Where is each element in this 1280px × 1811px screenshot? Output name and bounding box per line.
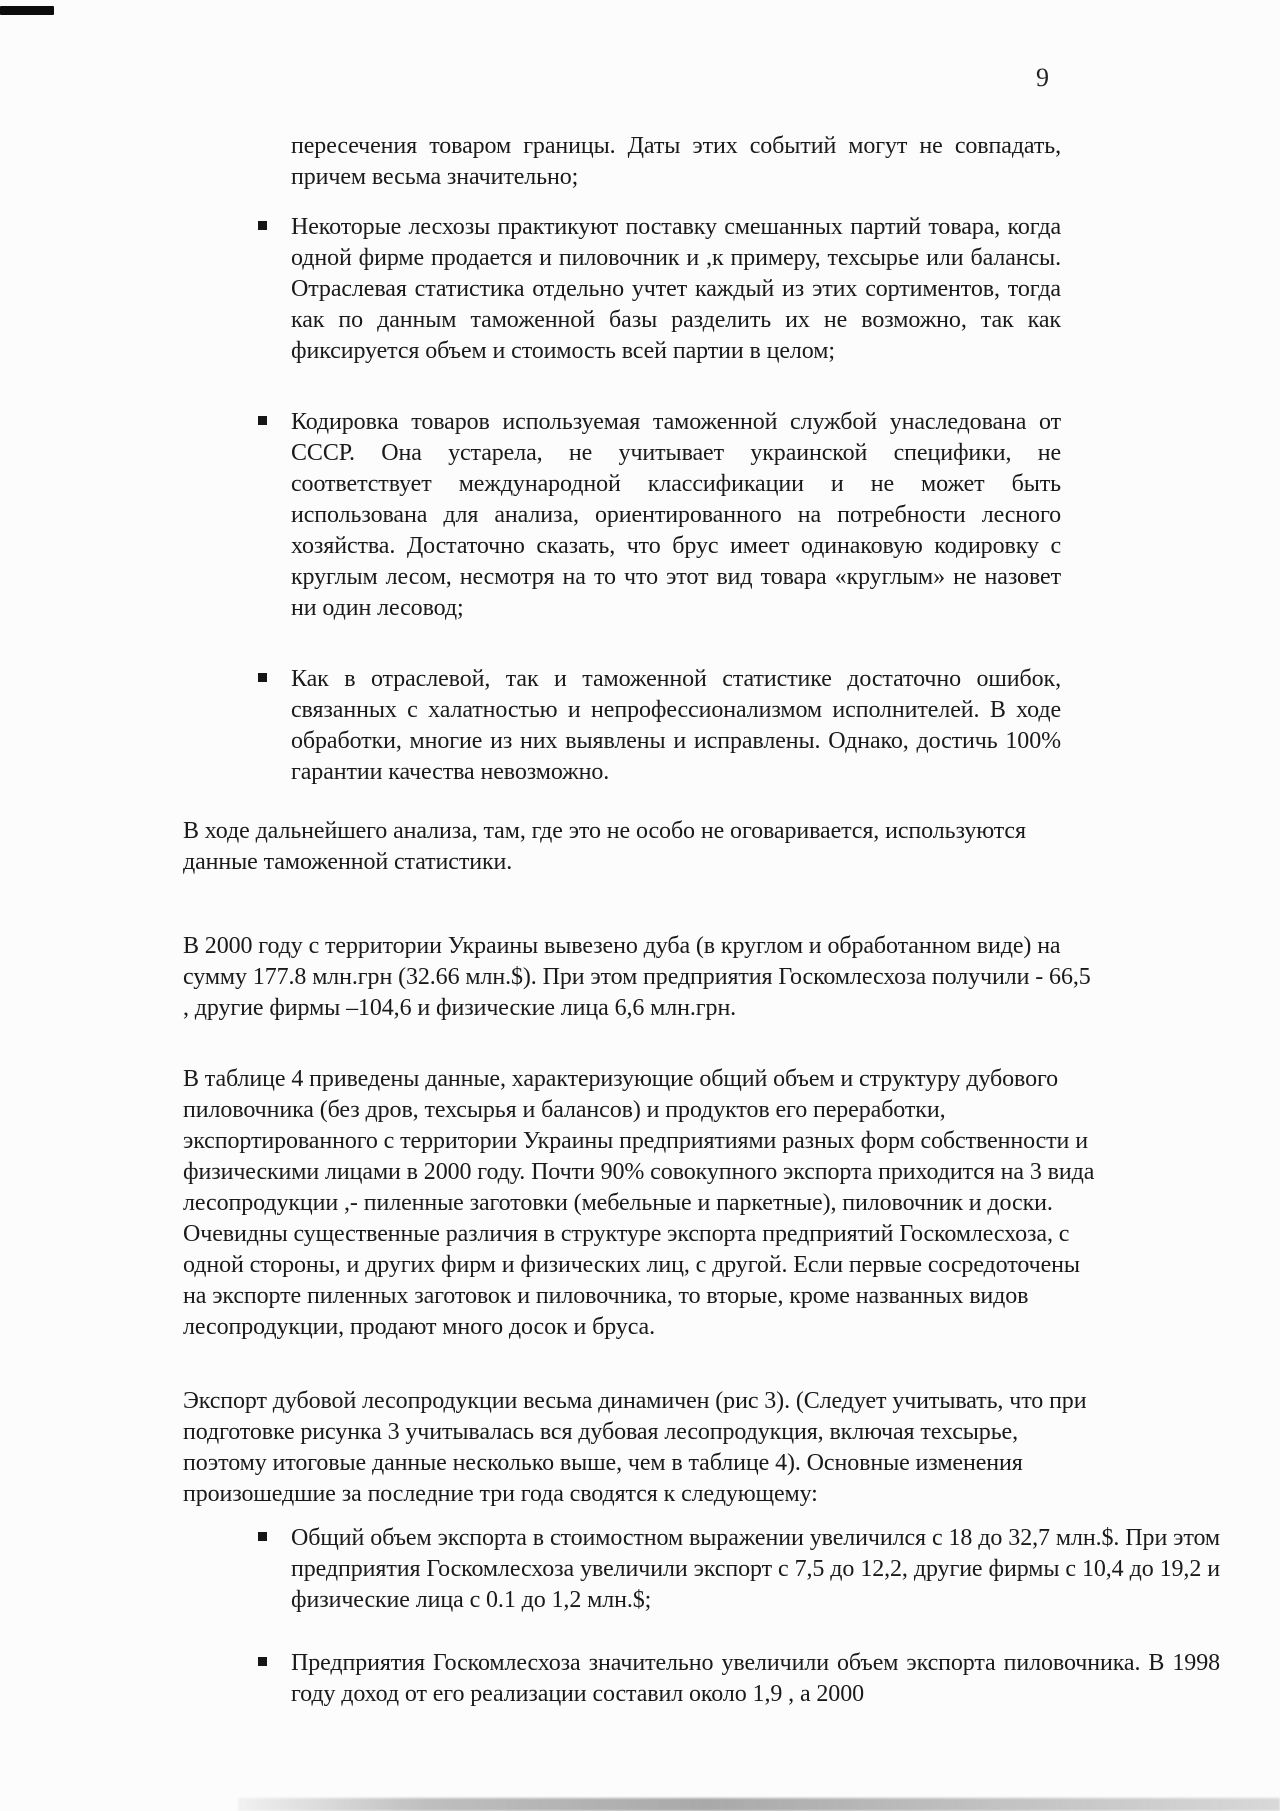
scan-artifact-mark — [0, 6, 54, 15]
bullet-square-icon: ▪ — [258, 673, 267, 682]
bullet-list-bottom — [183, 1523, 1220, 1710]
bullet-square-icon: ▪ — [258, 221, 267, 230]
bullet-list-top — [183, 212, 1097, 788]
bullet-item-export-volume — [258, 1523, 1220, 1616]
bullet-item-statistics-errors — [258, 664, 1061, 788]
bullet-square-icon: ▪ — [258, 416, 267, 425]
bullet-square-icon: ▪ — [258, 1657, 267, 1666]
page-number: 9 — [1036, 63, 1049, 92]
paragraph-continuation: пересечения товаром границы. Даты этих событий могут не совпадать, причем весьма значительно; — [291, 133, 1061, 190]
text-column — [183, 131, 1220, 1710]
paragraph-figure-3: Экспорт дубовой лесопродукции весьма динамичен (рис 3). (Следует учитывать, что при подготовке рисунка 3 учитывалась вся дубовая лесопродукция, включая техсырье, поэтому итоговые данные несколько выше, чем в таблице 4). Основные изменения произошедшие за последние три года сводятся к следующему: — [183, 1388, 1087, 1507]
bullet-text: Кодировка товаров используемая таможенной службой унаследована от СССР. Она устарела, не учитывает украинской специфики, не соответствует международной классификации и не может быть использована для анализа, ориентированного на потребности лесного хозяйства. Достаточно сказать, что брус имеет одинаковую кодировку с круглым лесом, несмотря на то что этот вид товара «круглым» не назовет ни один лесовод; — [291, 409, 1061, 621]
paragraph-export-2000: В 2000 году с территории Украины вывезено дуба (в круглом и обработанном виде) на сумму 177.8 млн.грн (32.66 млн.$). При этом предприятия Госкомлесхоза получили - 66,5 , другие фирмы –104,6 и физические лица 6,6 млн.грн. — [183, 933, 1091, 1021]
bullet-item-goods-coding — [258, 407, 1061, 624]
bullet-text: Общий объем экспорта в стоимостном выражении увеличился с 18 до 32,7 млн.$. При этом предприятия Госкомлесхоза увеличили экспорт с 7,5 до 12,2, другие фирмы с 10,4 до 19,2 и физические лица с 0.1 до 1,2 млн.$; — [291, 1525, 1220, 1613]
bullet-text: Как в отраслевой, так и таможенной статистике достаточно ошибок, связанных с халатностью и непрофессионализмом исполнителей. В ходе обработки, многие из них выявлены и исправлены. Однако, достичь 100% гарантии качества невозможно. — [291, 666, 1061, 785]
scan-edge-shadow — [238, 1798, 1280, 1811]
bullet-square-icon: ▪ — [258, 1532, 267, 1541]
bullet-item-sawlog-export — [258, 1648, 1220, 1710]
bullet-item-mixed-lots — [258, 212, 1061, 367]
paragraph-table-4: В таблице 4 приведены данные, характеризующие общий объем и структуру дубового пиловочника (без дров, техсырья и балансов) и продуктов его переработки, экспортированного с территории Украины предприятиями разных форм собственности и физическими лицами в 2000 году. Почти 90% совокупного экспорта приходится на 3 вида лесопродукции ,- пиленные заготовки (мебельные и паркетные), пиловочник и доски. Очевидны существенные различия в структуре экспорта предприятий Госкомлесхоза, с одной стороны, и других фирм и физических лиц, с другой. Если первые сосредоточены на экспорте пиленных заготовок и пиловочника, то вторые, кроме названных видов лесопродукции, продают много досок и бруса. — [183, 1066, 1095, 1340]
bullet-text: Некоторые лесхозы практикуют поставку смешанных партий товара, когда одной фирме продается и пиловочник и ,к примеру, техсырье или балансы. Отраслевая статистика отдельно учтет каждый из этих сортиментов, тогда как по данным таможенной базы разделить их не возможно, так как фиксируется объем и стоимость всей партии в целом; — [291, 214, 1061, 364]
bullet-text: Предприятия Госкомлесхоза значительно увеличили объем экспорта пиловочника. В 1998 году доход от его реализации составил около 1,9 , а 2000 — [291, 1650, 1220, 1707]
paragraph-customs-data: В ходе дальнейшего анализа, там, где это не особо не оговаривается, используются данные таможенной статистики. — [183, 818, 1026, 875]
